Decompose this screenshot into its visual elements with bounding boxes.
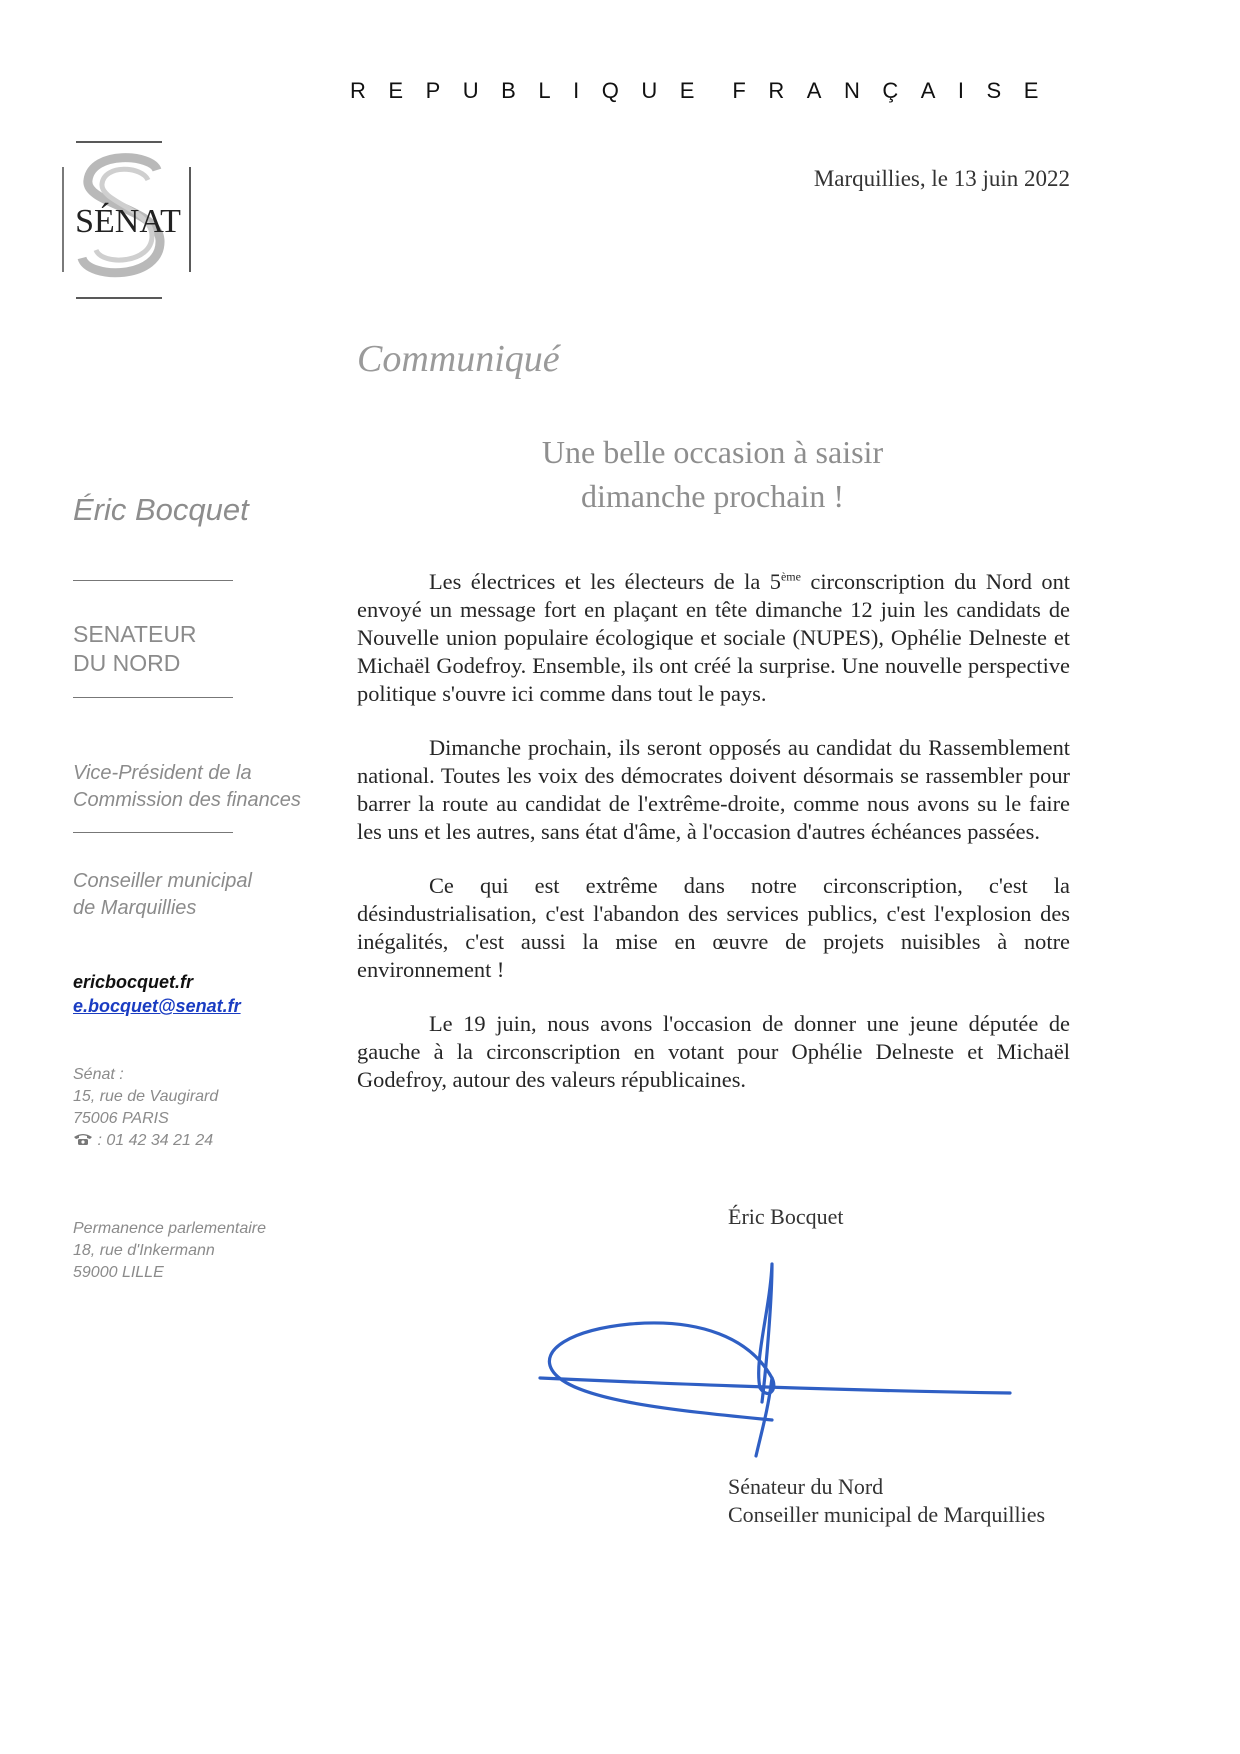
senat-logo-text: SÉNAT [75,203,181,240]
address-line-2: 15, rue de Vaugirard [73,1088,219,1105]
vp-line-2: Commission des finances [73,789,301,811]
conseiller-block [73,868,252,922]
title-line-1: Sénateur du Nord [728,1474,884,1499]
divider [73,697,233,698]
header-word: R E P U B L I Q U E [350,78,695,103]
header-word: F R A N Ç A I S E [732,78,1039,103]
headline-line-1: Une belle occasion à saisir [541,434,884,470]
paragraph-4: Le 19 juin, nous avons l'occasion de donner une jeune députée de gauche à la circonscription en votant pour Ophélie Delneste et Michaël Godefroy, autour des valeurs républicaines. [357,1011,1070,1092]
signature-name: Éric Bocquet [728,1204,844,1229]
permanence-address [73,1218,266,1284]
date-line: Marquillies, le 13 juin 2022 [813,166,1070,191]
headline [420,430,1005,518]
divider [73,580,233,581]
perm-line-3: 59000 LILLE [73,1264,164,1281]
website-text: ericbocquet.fr [73,972,194,992]
paragraph-2: Dimanche prochain, ils seront opposés au candidat du Rassemblement national. Toutes les voix des démocrates doivent désormais se rassembler pour barrer la route au candidat de l'extrême-droite, comme nous avons su le faire les uns et les autres, sans état d'âme, à l'occasion d'autres échéances passées. [357,735,1070,844]
signature-title [728,1473,1045,1529]
divider [73,832,233,833]
telephone-icon [73,1132,93,1146]
email-link[interactable]: e.bocquet@senat.fr [73,996,241,1016]
body-text [357,568,1070,1120]
vice-president-block [73,760,301,814]
handwritten-signature [510,1260,1070,1460]
perm-line-2: 18, rue d'Inkermann [73,1242,215,1259]
cm-line-2: de Marquillies [73,897,197,919]
senat-address [73,1064,218,1152]
senateur-line-2: DU NORD [73,650,181,676]
title-line-2: Conseiller municipal de Marquillies [728,1502,1046,1527]
perm-line-1: Permanence parlementaire [73,1220,266,1237]
cm-line-1: Conseiller municipal [73,870,252,892]
address-line-3: 75006 PARIS [73,1110,169,1127]
contact-links [73,970,241,1018]
paragraph-1: Les électrices et les électeurs de la 5ème circonscription du Nord ont envoyé un message fort en plaçant en tête dimanche 12 juin les candidats de Nouvelle union populaire écologique et sociale (NUPES), Ophélie Delneste et Michaël Godefroy. Ensemble, ils ont créé la surprise. Une nouvelle perspective politique s'ouvre ici comme dans tout le pays. [357,569,1070,706]
headline-line-2: dimanche prochain ! [581,478,844,514]
republique-francaise-header [350,78,1080,104]
phone-line [73,1130,218,1152]
sidebar-name: Éric Bocquet [73,492,249,527]
vp-line-1: Vice-Président de la [73,762,252,784]
address-line-1: Sénat : [73,1066,124,1083]
senat-logo [62,140,202,300]
senateur-block [73,620,197,678]
phone-number: : 01 42 34 21 24 [97,1132,214,1149]
senateur-line-1: SENATEUR [73,621,197,647]
communique-label: Communiqué [357,338,560,380]
paragraph-3: Ce qui est extrême dans notre circonscription, c'est la désindustrialisation, c'est l'abandon des services publics, c'est l'explosion des inégalités, c'est aussi la mise en œuvre de projets nuisibles à notre environnement ! [357,873,1070,982]
